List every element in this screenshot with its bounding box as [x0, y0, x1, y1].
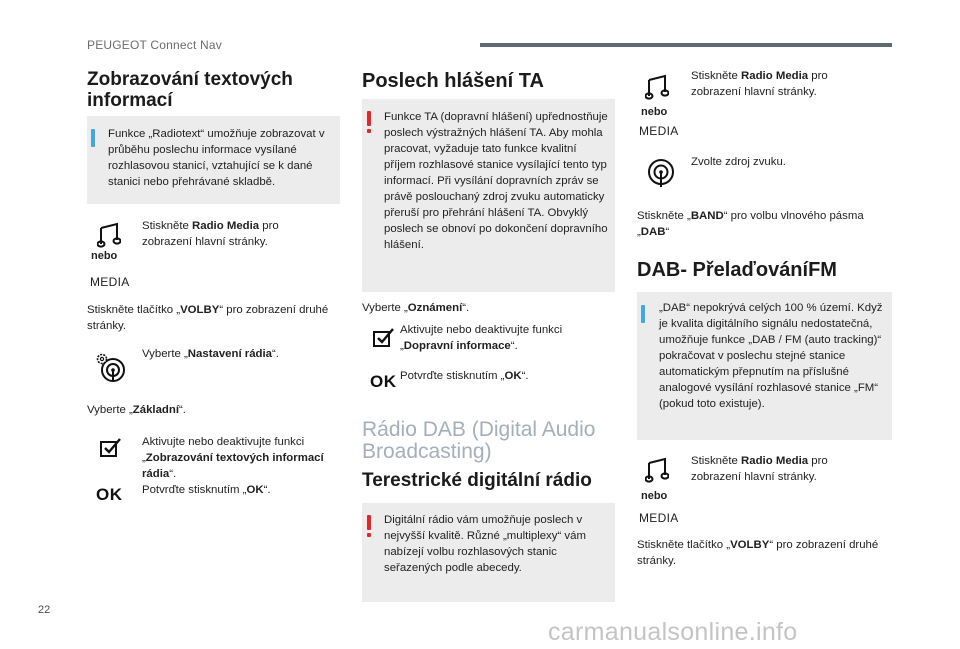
col3-step3: Stiskněte Radio Media pro zobrazení hlavní stránky.	[691, 455, 828, 483]
col3-para1: Stiskněte „BAND“ pro volbu vlnového pásma „DAB“	[637, 210, 864, 238]
page-number: 22	[38, 604, 51, 616]
col3-info-text: „DAB“ nepokrývá celých 100 % území. Když je kvalita digitálního signálu nedostatečná, umožňuje funkce „DAB / FM (auto tracking)“ pokračovat v poslechu stejné stanice automatickým přepnutím na příslušné analogové vysílání rozhlasové stanice „FM“ (pokud toto existuje).	[659, 302, 883, 410]
checkbox-toggle-icon	[372, 326, 396, 348]
col1-step3: Aktivujte nebo deaktivujte funkci „Zobrazování textových informací rádia“.	[142, 436, 324, 480]
col1-title: Zobrazování textových informací	[87, 69, 293, 111]
warning-icon	[366, 515, 371, 537]
col3-info-box	[637, 292, 892, 440]
col1-step1: Stiskněte Radio Media pro zobrazení hlavní stránky.	[142, 220, 279, 248]
col3-step2: Zvolte zdroj zvuku.	[691, 156, 786, 168]
col1-info-text: Funkce „Radiotext“ umožňuje zobrazovat v průběhu poslechu informace vysílané rozhlasovou stanicí, vztahující se k dané stanici nebo přehrávané skladbě.	[108, 128, 325, 188]
header-product: PEUGEOT Connect Nav	[87, 38, 222, 52]
warning-icon	[366, 111, 371, 133]
media-label: MEDIA	[639, 511, 679, 525]
nebo-label: nebo	[641, 490, 668, 502]
media-label: MEDIA	[90, 275, 130, 289]
col1-step2: Vyberte „Nastavení rádia“.	[142, 348, 279, 360]
radio-settings-icon	[94, 351, 126, 383]
nebo-label: nebo	[91, 250, 118, 262]
col2-step2: Potvrďte stisknutím „OK“.	[400, 370, 529, 382]
col2-warning-box	[362, 99, 615, 292]
nebo-label: nebo	[641, 106, 668, 118]
col2-warning-box-2	[362, 503, 615, 602]
radio-source-icon	[646, 158, 676, 188]
col1-para2: Vyberte „Základní“.	[87, 404, 186, 416]
watermark: carmanualsonline.info	[548, 618, 798, 646]
info-icon	[91, 129, 95, 147]
col2-warning-text: Funkce TA (dopravní hlášení) upřednostňuje poslech výstražných hlášení TA. Aby mohla pracovat, vyžaduje tato funkce kvalitní příjem rozhlasové stanice vysílající tento typ informací. Při vysílání dopravních zpráv se právě poslouchaný zdroj zvuku automaticky přeruší pro přehrání hlášení TA. Obvyklý poslech se obnoví po dokončení dopravního hlášení.	[384, 111, 608, 251]
info-icon	[641, 305, 645, 323]
header-bar	[480, 43, 892, 47]
col1-para1: Stiskněte tlačítko „VOLBY“ pro zobrazení druhé stránky.	[87, 304, 329, 332]
checkbox-toggle-icon	[99, 436, 123, 458]
music-note-icon	[645, 457, 669, 483]
col1-info-box	[87, 116, 340, 204]
col3-para2: Stiskněte tlačítko „VOLBY“ pro zobrazení druhé stránky.	[637, 539, 879, 567]
col2-step1: Aktivujte nebo deaktivujte funkci „Dopravní informace“.	[400, 324, 563, 352]
col2-warning2-text: Digitální rádio vám umožňuje poslech v nejvyšší kvalitě. Různé „multiplexy“ vám nabízejí volbu rozhlasových stanic seřazených podle abecedy.	[384, 514, 586, 574]
col2-title: Poslech hlášení TA	[362, 70, 544, 92]
col2-subtitle: Terestrické digitální rádio	[362, 470, 592, 491]
music-note-icon	[645, 74, 669, 100]
col2-section-title: Rádio DAB (Digital Audio Broadcasting)	[362, 418, 596, 463]
ok-icon: OK	[96, 485, 123, 504]
media-label: MEDIA	[639, 124, 679, 138]
music-note-icon	[97, 222, 121, 248]
col2-para1: Vyberte „Oznámení“.	[362, 302, 470, 314]
ok-icon: OK	[370, 372, 397, 391]
col3-step1: Stiskněte Radio Media pro zobrazení hlavní stránky.	[691, 70, 828, 98]
col3-title: DAB- PřelaďováníFM	[637, 259, 837, 281]
col1-step4: Potvrďte stisknutím „OK“.	[142, 484, 271, 496]
